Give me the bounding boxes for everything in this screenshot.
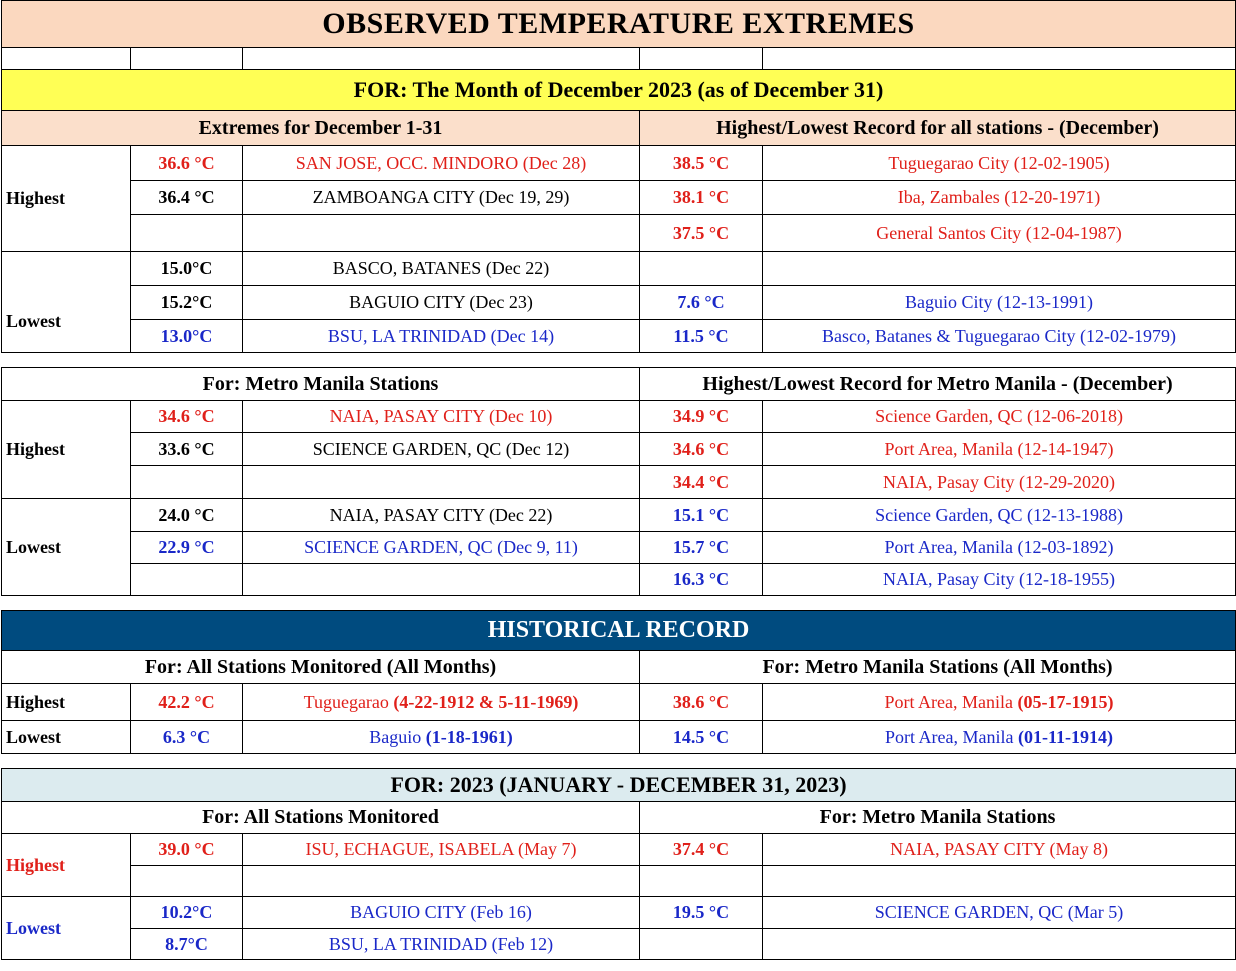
table-row xyxy=(2,532,1236,564)
historical-right-header: For: Metro Manila Stations (All Months) xyxy=(640,651,1236,684)
record-station-cell: Tuguegarao City (12-02-1905) xyxy=(763,146,1236,181)
table-row xyxy=(2,433,1236,466)
station-cell xyxy=(243,466,640,499)
table-row xyxy=(2,897,1236,929)
station-cell xyxy=(243,866,640,897)
record-temp-cell: 14.5 °C xyxy=(640,721,763,754)
station-cell: NAIA, PASAY CITY (Dec 10) xyxy=(243,401,640,433)
highest-label: Highest xyxy=(2,146,131,252)
record-temp-cell: 7.6 °C xyxy=(640,286,763,320)
record-station-cell xyxy=(763,684,1236,721)
record-station-cell: Basco, Batanes & Tuguegarao City (12-02-1979) xyxy=(763,320,1236,353)
table-row xyxy=(2,866,1236,897)
station-cell: SCIENCE GARDEN, QC (Dec 9, 11) xyxy=(243,532,640,564)
table-row xyxy=(2,684,1236,721)
record-temp-cell: 38.5 °C xyxy=(640,146,763,181)
temp-cell: 8.7°C xyxy=(131,929,243,960)
record-date: (4-22-1912 & 5-11-1969) xyxy=(393,691,579,712)
temp-cell: 6.3 °C xyxy=(131,721,243,754)
record-station-cell: Port Area, Manila (12-03-1892) xyxy=(763,532,1236,564)
table-row xyxy=(2,320,1236,353)
station-cell xyxy=(243,564,640,596)
station-cell: ISU, ECHAGUE, ISABELA (May 7) xyxy=(243,834,640,866)
record-temp-cell: 19.5 °C xyxy=(640,897,763,929)
table-row xyxy=(2,466,1236,499)
record-station-cell: Baguio City (12-13-1991) xyxy=(763,286,1236,320)
record-temp-cell: 15.1 °C xyxy=(640,499,763,532)
historical-left-header: For: All Stations Monitored (All Months) xyxy=(2,651,640,684)
table-row xyxy=(2,834,1236,866)
lowest-label: Lowest xyxy=(2,499,131,596)
record-station-cell xyxy=(763,721,1236,754)
station-name: Port Area, Manila xyxy=(884,691,1014,712)
spacer-row xyxy=(2,48,1236,70)
record-station-cell: Iba, Zambales (12-20-1971) xyxy=(763,181,1236,215)
page-title: OBSERVED TEMPERATURE EXTREMES xyxy=(2,1,1236,48)
table-row xyxy=(2,929,1236,960)
station-cell: ZAMBOANGA CITY (Dec 19, 29) xyxy=(243,181,640,215)
temp-cell: 34.6 °C xyxy=(131,401,243,433)
spacer-row xyxy=(2,754,1236,769)
temp-cell: 15.2°C xyxy=(131,286,243,320)
table-row xyxy=(2,146,1236,181)
station-cell: BSU, LA TRINIDAD (Feb 12) xyxy=(243,929,640,960)
sec2-left-header: For: Metro Manila Stations xyxy=(2,368,640,401)
record-station-cell xyxy=(763,866,1236,897)
year-left-header: For: All Stations Monitored xyxy=(2,802,640,834)
record-temp-cell: 15.7 °C xyxy=(640,532,763,564)
station-cell: BSU, LA TRINIDAD (Dec 14) xyxy=(243,320,640,353)
record-temp-cell: 16.3 °C xyxy=(640,564,763,596)
record-temp-cell xyxy=(640,252,763,286)
year-right-header: For: Metro Manila Stations xyxy=(640,802,1236,834)
lowest-label: Lowest xyxy=(2,721,131,754)
station-cell: SAN JOSE, OCC. MINDORO (Dec 28) xyxy=(243,146,640,181)
record-temp-cell: 38.6 °C xyxy=(640,684,763,721)
record-station-cell: Science Garden, QC (12-13-1988) xyxy=(763,499,1236,532)
temp-cell: 22.9 °C xyxy=(131,532,243,564)
record-temp-cell: 34.4 °C xyxy=(640,466,763,499)
temp-cell: 24.0 °C xyxy=(131,499,243,532)
record-station-cell: Science Garden, QC (12-06-2018) xyxy=(763,401,1236,433)
record-date: (1-18-1961) xyxy=(425,726,513,747)
record-station-cell: Port Area, Manila (12-14-1947) xyxy=(763,433,1236,466)
record-temp-cell: 34.6 °C xyxy=(640,433,763,466)
record-temp-cell xyxy=(640,929,763,960)
record-temp-cell xyxy=(640,866,763,897)
temp-cell xyxy=(131,215,243,252)
record-station-cell: NAIA, Pasay City (12-18-1955) xyxy=(763,564,1236,596)
temp-cell: 42.2 °C xyxy=(131,684,243,721)
lowest-label: Lowest xyxy=(2,897,131,960)
temp-cell: 10.2°C xyxy=(131,897,243,929)
sec1-left-header: Extremes for December 1-31 xyxy=(2,111,640,146)
sec1-right-header: Highest/Lowest Record for all stations - (December) xyxy=(640,111,1236,146)
temp-cell: 36.4 °C xyxy=(131,181,243,215)
highest-label: Highest xyxy=(2,401,131,499)
spacer-row xyxy=(2,596,1236,611)
table-row xyxy=(2,286,1236,320)
temp-cell: 39.0 °C xyxy=(131,834,243,866)
lowest-label: Lowest xyxy=(2,252,131,353)
station-cell: BASCO, BATANES (Dec 22) xyxy=(243,252,640,286)
year-banner: FOR: 2023 (JANUARY - DECEMBER 31, 2023) xyxy=(2,769,1236,802)
temp-cell xyxy=(131,866,243,897)
temp-cell: 15.0°C xyxy=(131,252,243,286)
table-row xyxy=(2,564,1236,596)
table-row xyxy=(2,401,1236,433)
station-cell: SCIENCE GARDEN, QC (Dec 12) xyxy=(243,433,640,466)
station-cell: NAIA, PASAY CITY (Dec 22) xyxy=(243,499,640,532)
station-cell xyxy=(243,721,640,754)
temp-cell: 13.0°C xyxy=(131,320,243,353)
record-station-cell: SCIENCE GARDEN, QC (Mar 5) xyxy=(763,897,1236,929)
station-cell xyxy=(243,215,640,252)
temp-cell: 33.6 °C xyxy=(131,433,243,466)
record-station-cell: NAIA, PASAY CITY (May 8) xyxy=(763,834,1236,866)
sec2-right-header: Highest/Lowest Record for Metro Manila - (December) xyxy=(640,368,1236,401)
station-name: Port Area, Manila xyxy=(885,726,1014,747)
record-temp-cell: 37.4 °C xyxy=(640,834,763,866)
record-station-cell xyxy=(763,252,1236,286)
historical-banner: HISTORICAL RECORD xyxy=(2,611,1236,651)
station-cell: BAGUIO CITY (Feb 16) xyxy=(243,897,640,929)
record-station-cell: General Santos City (12-04-1987) xyxy=(763,215,1236,252)
table-row xyxy=(2,215,1236,252)
record-date: (05-17-1915) xyxy=(1017,691,1114,712)
station-name: Tuguegarao xyxy=(303,691,389,712)
record-station-cell xyxy=(763,929,1236,960)
station-cell xyxy=(243,684,640,721)
table-row xyxy=(2,252,1236,286)
table-row xyxy=(2,181,1236,215)
record-date: (01-11-1914) xyxy=(1018,726,1113,747)
record-temp-cell: 34.9 °C xyxy=(640,401,763,433)
table-row xyxy=(2,721,1236,754)
record-temp-cell: 38.1 °C xyxy=(640,181,763,215)
spacer-row xyxy=(2,353,1236,368)
record-station-cell: NAIA, Pasay City (12-29-2020) xyxy=(763,466,1236,499)
station-name: Baguio xyxy=(369,726,422,747)
temperature-extremes-table xyxy=(1,0,1236,960)
temp-cell: 36.6 °C xyxy=(131,146,243,181)
station-cell: BAGUIO CITY (Dec 23) xyxy=(243,286,640,320)
table-row xyxy=(2,499,1236,532)
record-temp-cell: 11.5 °C xyxy=(640,320,763,353)
record-temp-cell: 37.5 °C xyxy=(640,215,763,252)
temp-cell xyxy=(131,466,243,499)
highest-label: Highest xyxy=(2,684,131,721)
highest-label: Highest xyxy=(2,834,131,897)
temp-cell xyxy=(131,564,243,596)
month-banner: FOR: The Month of December 2023 (as of December 31) xyxy=(2,70,1236,111)
